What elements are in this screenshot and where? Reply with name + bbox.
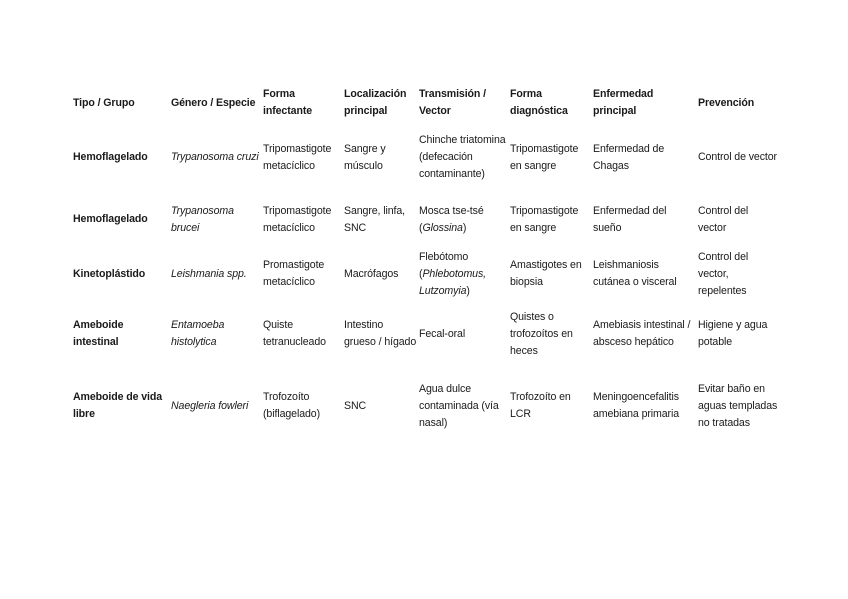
header-enfermedad: Enfermedad principal [593,88,654,117]
species-name: Leishmania spp. [171,267,247,280]
vector-genus: Glossina [422,221,463,234]
cell-genero [169,193,261,246]
transmision-text: Mosca tse-tsé ( [419,204,484,234]
transmision-text: Chinche triatomina (defecación contaminante) [419,134,506,180]
transmision-text: Agua dulce contaminada (vía nasal) [419,382,499,429]
cell-transmision [417,246,508,302]
cell-transmision [417,122,508,193]
header-forma: Forma infectante [263,88,313,117]
cell-localizacion: Intestino grueso / hígado [344,319,417,348]
header-localizacion: Localización principal [344,88,407,117]
cell-tipo: Kinetoplástido [73,267,146,280]
cell-tipo: Hemoflagelado [73,151,148,163]
cell-tipo: Ameboide intestinal [73,319,124,348]
cell-forma: Tripomastigote metacíclico [263,204,332,234]
cell-tipo: Ameboide de vida libre [73,391,163,420]
cell-prevencion: Control de vector [698,151,777,163]
table-row [71,122,779,193]
transmision-close: ) [462,221,467,234]
cell-prevencion: Control del vector [698,204,749,234]
table-header-row [71,84,779,122]
header-genero: Género / Especie [171,96,256,109]
cell-localizacion: Sangre y músculo [344,142,386,172]
species-name: Naegleria fowleri [171,399,249,412]
header-tipo: Tipo / Grupo [73,96,135,109]
cell-prevencion: Evitar baño en aguas templadas no tratadas [698,382,778,429]
species-name: Entamoeba histolytica [171,319,225,348]
vector-genus: Phlebotomus, Lutzomyia [419,267,487,297]
cell-enfermedad: Enfermedad del sueño [593,204,667,234]
table-row [71,193,779,246]
cell-forma: Tripomastigote metacíclico [263,142,332,172]
cell-enfermedad: Leishmaniosis cutánea o visceral [593,259,677,288]
cell-localizacion: SNC [344,399,367,412]
cell-transmision [417,193,508,246]
table-row [71,246,779,302]
cell-forma: Promastigote metacíclico [263,259,325,288]
header-diagnostico: Forma diagnóstica [510,88,568,117]
transmision-text: Flebótomo ( [419,250,469,280]
cell-localizacion: Sangre, linfa, SNC [344,204,406,234]
transmision-text: Fecal-oral [419,327,466,340]
cell-transmision [417,302,508,366]
cell-transmision [417,366,508,446]
cell-genero [169,366,261,446]
cell-tipo: Hemoflagelado [73,213,148,225]
cell-localizacion: Macrófagos [344,267,399,280]
cell-genero [169,246,261,302]
cell-diagnostico: Trofozoíto en LCR [510,391,571,420]
cell-forma: Quiste tetranucleado [263,319,326,348]
cell-diagnostico: Tripomastigote en sangre [510,204,579,234]
cell-prevencion: Control del vector, repelentes [698,250,749,297]
transmision-close: ) [466,284,470,297]
header-transmision: Transmisión / Vector [419,88,486,117]
species-name: Trypanosoma cruzi [171,151,259,163]
parasite-table [71,84,779,446]
cell-forma: Trofozoíto (biflagelado) [263,391,321,420]
cell-diagnostico: Tripomastigote en sangre [510,142,579,172]
cell-prevencion: Higiene y agua potable [698,319,768,348]
cell-enfermedad: Enfermedad de Chagas [593,142,665,172]
cell-genero [169,302,261,366]
cell-enfermedad: Amebiasis intestinal / absceso hepático [593,319,691,348]
header-prevencion: Prevención [698,96,755,109]
cell-enfermedad: Meningoencefalitis amebiana primaria [593,391,680,420]
table-row [71,302,779,366]
cell-diagnostico: Quistes o trofozoítos en heces [510,310,573,357]
species-name: Trypanosoma brucei [171,204,234,234]
cell-diagnostico: Amastigotes en biopsia [510,259,582,288]
table-row [71,366,779,446]
cell-genero [169,122,261,193]
